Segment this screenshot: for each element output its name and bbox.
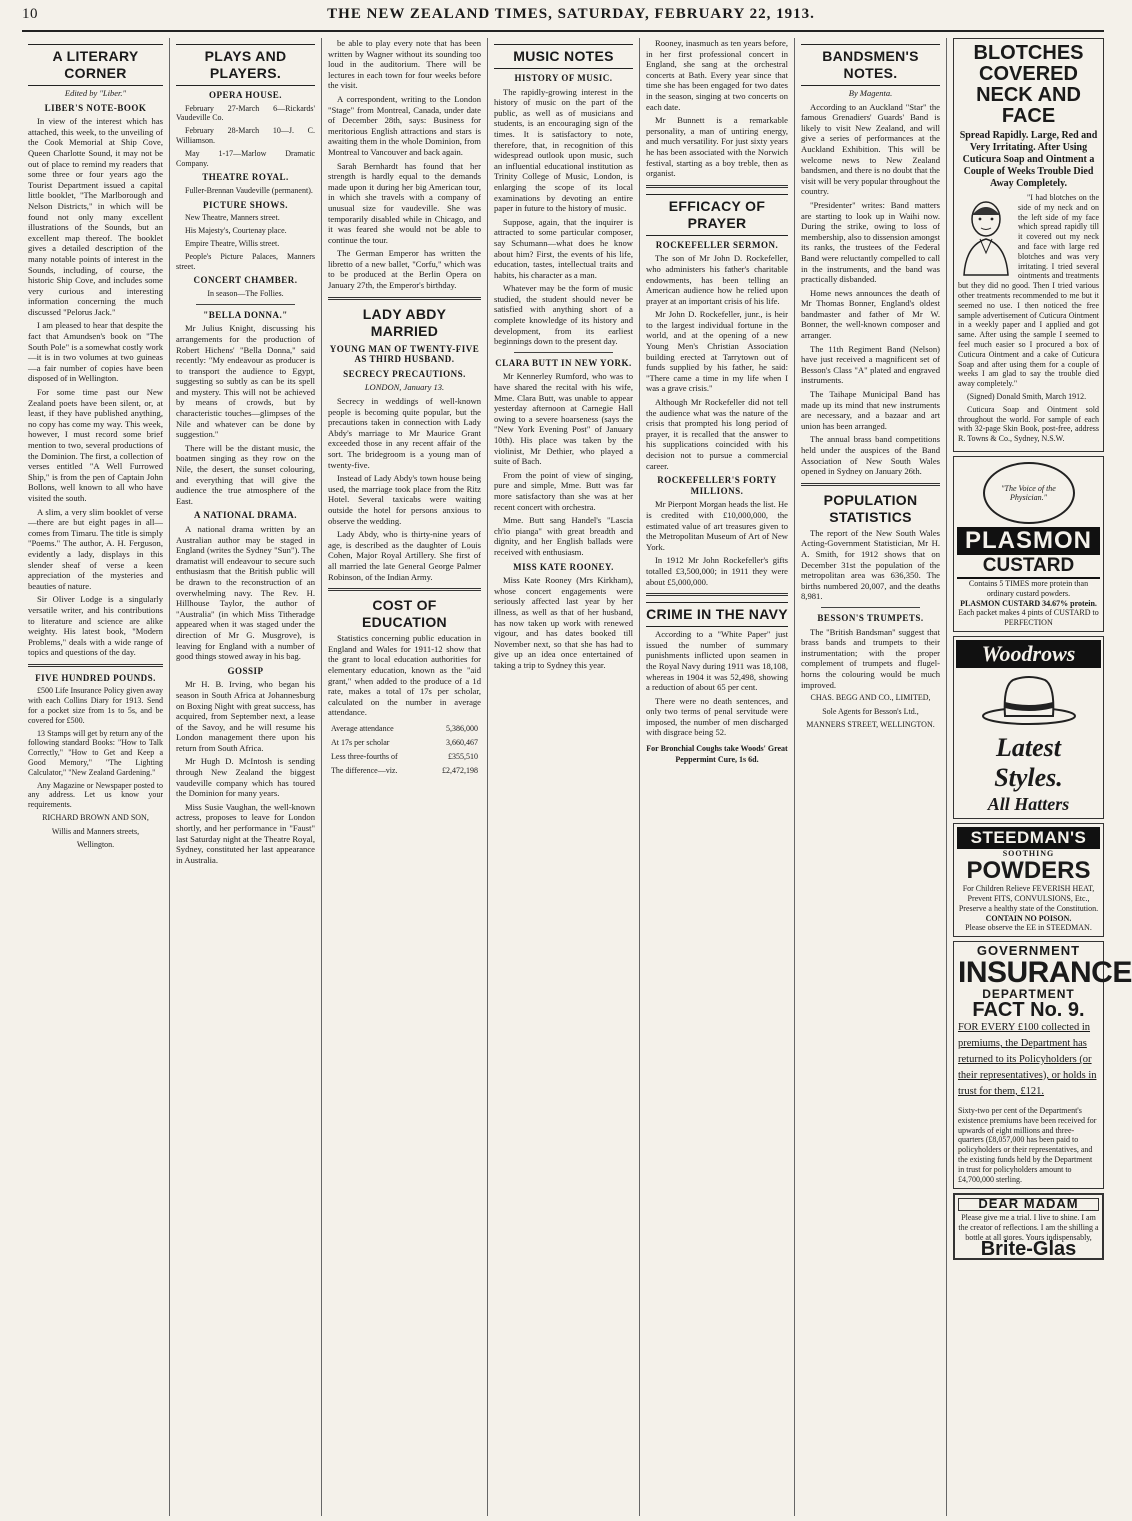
article-paragraph: Miss Susie Vaughan, the well-known actress, proposes to leave for London shortly, and her performance in "Faust" last Saturday night at the Theatre Royal, Sydney, constituted her last appearance in Australia. <box>176 801 315 865</box>
divider <box>821 607 920 608</box>
advert-paragraph: 13 Stamps will get by return any of the following standard Books: "How to Talk Correctly," "How to Get and Keep a Good Memory," "The Lighting Calculator," "New Zealand Gardening." <box>28 728 163 777</box>
blotches-signed: (Signed) Donald Smith, March 1912. <box>967 391 1087 401</box>
column-music-notes <box>488 38 640 1516</box>
article-paragraph: In view of the interest which has attached, this week, to the unveiling of the Cook Memorial at Ship Cove, Queen Charlotte Sound, it may not be out of place to remind my readers that some three or four years ago the Tourist Department issued a capital little booklet, "The Marlborough and Nelson Districts," in which will be found not only many excellent illustrations of the Sounds, but an excellent map thereof. The booklet gives a detailed description of the many notable points of interest in the Sounds, including, of course, the historic Ship Cove, and includes some very curious and interesting information concerning the much discussed "Pelorus Jack." <box>28 116 163 317</box>
table-cell: 5,386,000 <box>446 723 478 733</box>
article-paragraph: Mr Pierpont Morgan heads the list. He is credited with £10,000,000, the estimated value of art treasures given to the Metropolitan Museum of Art of New York. <box>646 499 788 552</box>
article-paragraph: Mme. Butt sang Handel's "Lascia ch'io pianga" with great breadth and dignity, and her English ballads were received with enthusiasm. <box>494 515 633 557</box>
column-plays-and-players <box>170 38 322 1516</box>
listing-line: In season—The Follies. <box>207 288 284 298</box>
insurance-body <box>958 1020 1099 1100</box>
article-paragraph: A slim, a very slim booklet of verse—there are but eight pages in all—comes from Timaru. The title is simply "Poems." The author, A. H. Ferguson, evidently a lady, displays in this slender sheaf of verse a keen appreciation of the mysteries and beauties of nature. <box>28 506 163 591</box>
steedman-advert <box>953 823 1104 938</box>
dear-madam-heading: DEAR MADAM <box>958 1198 1099 1211</box>
article-paragraph: From the point of view of singing, pure and simple, Mme. Butt was far more satisfactory than she was at her recent concert with orchestra. <box>494 469 633 512</box>
article-paragraph: The Taihape Municipal Band has made up its mind that new instruments are necessary, and a bazaar and art union has been arranged. <box>801 389 940 431</box>
besson-signature: MANNERS STREET, WELLINGTON. <box>806 720 935 730</box>
efficacy-of-prayer-heading: EFFICACY OF PRAYER <box>646 194 788 236</box>
forty-millions-heading: ROCKEFELLER'S FORTY MILLIONS. <box>657 475 777 496</box>
woodrows-all-hatters: All Hatters <box>987 793 1070 814</box>
divider <box>328 588 481 591</box>
advert-signature-city: Wellington. <box>76 840 115 850</box>
article-paragraph: Instead of Lady Abdy's town house being used, the marriage took place from the Ritz Hotel. Several taxicabs were waiting outside the hotel for persons anxious to observe the wedding. <box>328 473 481 526</box>
steedman-soothing: SOOTHING <box>1002 848 1055 858</box>
article-paragraph: The rapidly-growing interest in the history of music on the part of the public, as well as of musicians and students, is an encouraging sign of the times. It is satisfactory to note, therefore, that, in recognition of this widespread outlook upon music, such an influential educational institution as Trinity College of Music, London, is enlarging the scope of its local examinations by devoting an entire paper in future to the history of music. <box>494 86 633 214</box>
masthead <box>22 6 1104 32</box>
table-cell: At 17s per scholar <box>331 737 390 747</box>
listing-line: Empire Theatre, Willis street. <box>185 238 280 248</box>
table-cell: The difference—viz. <box>331 765 398 775</box>
dateline: LONDON, January 13. <box>364 382 445 393</box>
steedman-no-poison: CONTAIN NO POISON. <box>985 913 1072 923</box>
opera-house-heading: OPERA HOUSE. <box>208 90 282 100</box>
article-paragraph: For some time past our New Zealand poets have been silent, or, at least, if they have published anything, no copy has come my way. This week, however, I must record some brief mention to two, several productions of the Dominion. The first, a collection of verses entitled "A Well Furrowed Ship," is from the pen of Captain John Bollons, well known to all who have visited the south. <box>28 387 163 503</box>
blotches-lead: Spread Rapidly. Large, Red and Very Irritating. After Using Cuticura Soap and Ointment a Couple of Weeks Trouble Died Away Completely. <box>959 130 1098 189</box>
blotches-tail: Cuticura Soap and Ointment sold throughout the world. For sample of each with 32-page Skin Book, post-free, address R. Towns & Co., Sydney, N.S.W. <box>958 404 1099 444</box>
plasmon-strength: Each packet makes 4 pints of CUSTARD to PERFECTION <box>958 608 1099 628</box>
article-paragraph: Rooney, inasmuch as ten years before, in her first professional concert in England, she sang at the orchestral concerts at Bath. Every year since that time she has been engaged for two dates in the season, singing at two concerts on each date. <box>646 38 788 112</box>
insurance-body-2: Sixty-two per cent of the Department's existence premiums have been received for upwards of eight millions and three-quarters (£8,057,000 has been paid to policyholders or their representatives, and the existing funds held by the Department in trust for policyholders amount to £4,700,000 sterling. <box>958 1106 1097 1184</box>
article-paragraph: Mr Kennerley Rumford, who was to have shared the recital with his wife, Mme. Clara Butt, was unable to appear yesterday afternoon at Carnegie Hall owing to a severe hoarseness (says the "New York Evening Post" of January 10th). His place was taken by the violinist, Mr Dethier, who played a suite of Bach. <box>494 371 633 467</box>
column-three <box>322 38 488 1516</box>
besson-signature: Sole Agents for Besson's Ltd., <box>822 706 919 716</box>
bandsmen-byline: By Magenta. <box>848 88 893 98</box>
column-five <box>640 38 795 1516</box>
gossip-heading: GOSSIP <box>227 665 264 676</box>
blotches-title: BLOTCHES COVERED NECK AND FACE <box>973 42 1084 127</box>
article-paragraph: Sarah Bernhardt has found that her strength is hardly equal to the demands made upon it during her big American tour, in which she travels with a company of unusual size for vaudeville. She was temporarily disabled while in Chicago, and it was feared she would not be able to continue the tour. <box>328 160 481 245</box>
cost-of-education-heading: COST OF EDUCATION <box>362 597 447 631</box>
listing-line: Fuller-Brennan Vaudeville (permanent). <box>185 185 313 195</box>
article-paragraph: A national drama written by an Australian author may be staged in England (writes the Sydney "Sun"). The dramatist will endeavour to secure such enthusiasm that the British public will be drawn to the reconstruction of an overwhelming navy. The Rev. H. Hillhouse Taylor, the author of "Australia" (in which Miss Titheradge appeared when it was staged under the direction of Mr G. Musgrove), is leaving for England with a number of good things stowed away in his bag. <box>176 524 315 662</box>
divider <box>196 304 295 305</box>
article-paragraph: Mr H. B. Irving, who began his season in South Africa at Johannesburg on Boxing Night with great success, has acquired, from September next, a lease of the Savoy, and he will resume his London management there upon his return from South Africa. <box>176 679 315 753</box>
plasmon-advert <box>953 456 1104 632</box>
divider <box>328 297 481 300</box>
article-paragraph: be able to play every note that has been written by Wagner without its sounding too loud in the auditorium. There will be lectures in each town for four weeks before the visit. <box>328 38 481 91</box>
clara-butt-heading: CLARA BUTT IN NEW YORK. <box>495 357 632 368</box>
physician-badge: "The Voice of the Physician." <box>983 462 1075 524</box>
rockefeller-sermon-subheading: ROCKEFELLER SERMON. <box>655 239 779 250</box>
hat-icon <box>979 672 1079 726</box>
table-cell: 3,660,467 <box>446 737 478 747</box>
article-paragraph: According to an Auckland "Star" the famous Grenadiers' Guards' Band is likely to visit New Zealand, and will give a series of performances at the Auckland Exhibition. This will be welcome news to New Zealand bandsmen, and there is no doubt that the visit will be very popular throughout the country. <box>801 101 940 197</box>
woodrows-name: Woodrows <box>956 640 1101 668</box>
crime-in-navy-heading: CRIME IN THE NAVY <box>646 602 788 627</box>
table-cell: £355,510 <box>448 751 478 761</box>
article-paragraph: The German Emperor has written the libretto of a new ballet, "Corfu," which was to be produced at the Berlin Opera on January 27th, the Emperor's birthday. <box>328 248 481 291</box>
national-drama-heading: A NATIONAL DRAMA. <box>193 510 298 521</box>
article-paragraph: The 11th Regiment Band (Nelson) have just received a magnificent set of Besson's Class "A" plated and engraved instruments. <box>801 343 940 386</box>
peppermint-cure-notice: For Bronchial Coughs take Woods' Great Peppermint Cure, 1s 6d. <box>646 744 788 764</box>
column-bandsmen <box>795 38 947 1516</box>
brite-glas-advert <box>953 1193 1104 1260</box>
article-paragraph: There will be the distant music, the boatmen singing as they row on the Nile, the desert, the sunset colouring, and everything that will give the audience the true atmosphere of the East. <box>176 442 315 506</box>
article-paragraph: According to a "White Paper" just issued the number of summary punishments inflicted upon seamen in the Royal Navy during 1911 was 18,108, whereas in 1904 it was 52,498, showing a reduction of about 65 per cent. <box>646 629 788 693</box>
article-paragraph: In 1912 Mr John Rockefeller's gifts totalled £3,500,000; in 1911 they were about £5,000,000. <box>646 555 788 587</box>
besson-signature: CHAS. BEGG AND CO., LIMITED, <box>810 693 931 703</box>
divider <box>28 664 163 667</box>
lady-abdy-heading: LADY ABDY MARRIED <box>362 305 447 339</box>
article-paragraph: Statistics concerning public education in England and Wales for 1911-12 show that the grant to local education authorities for elementary education, known as the "aid grant," when added to the produce of a 1d rate, makes a total of 17s per scholar, calculated on the number in average attendance. <box>328 633 481 718</box>
bandsmen-heading: BANDSMEN'S NOTES. <box>801 44 940 86</box>
insurance-department: DEPARTMENT <box>982 986 1075 1001</box>
insurance-government: GOVERNMENT <box>976 943 1081 959</box>
article-paragraph: Mr Hugh D. McIntosh is sending through New Zealand the biggest vaudeville company which has toured the Dominion for many years. <box>176 756 315 799</box>
article-paragraph: The report of the New South Wales Acting-Government Statistician, Mr H. A. Smith, for 1912 shows that on December 31st the population of the metropolitan area was 636,350. The births numbered 20,007, and the deaths 8,981. <box>801 527 940 602</box>
steedman-relieve: For Children Relieve FEVERISH HEAT, Prevent FITS, CONVULSIONS, Etc., Preserve a healthy state of the Constitution. <box>958 884 1099 913</box>
listing-line: People's Picture Palaces, Manners street. <box>176 251 315 271</box>
article-paragraph: A correspondent, writing to the London "Stage" from Montreal, Canada, under date of December 28th, says: Business for meritorious English attractions and stars is awaiting them in the whole Dominion, from Montreal to Vancouver and back again. <box>328 93 481 157</box>
article-paragraph: The son of Mr John D. Rockefeller, who administers his father's charitable endowments, has been telling an American audience how he relied upon prayer at an important crisis of his life. <box>646 253 788 306</box>
table-cell: Average attendance <box>331 723 394 733</box>
article-paragraph: Mr Julius Knight, discussing his arrangements for the production of Robert Hichens' "Bella Donna," said recently: "My endeavour as producer is to transport the audience to Egypt, suggesting so subtly as can be its spell and mystery. This will not be achieved by means of crowds, but by characteristic touches—glimpses of the Nile and whatever can be done by suggestion." <box>176 323 315 440</box>
lady-abdy-subheading-2: SECRECY PRECAUTIONS. <box>343 368 466 379</box>
article-paragraph: There were no death sentences, and only two terms of penal servitude were imposed, the number of men discharged with disgrace being 52. <box>646 695 788 738</box>
article-paragraph: Miss Kate Rooney (Mrs Kirkham), whose concert engagements were seriously affected last year by her illness, as well as that of her husband, has now taken up work with renewed vigour, and has dates booked till November next, so that she has had to give up an idea once entertained of taking a trip to Sydney this year. <box>494 575 633 670</box>
kate-rooney-heading: MISS KATE ROONEY. <box>513 561 614 572</box>
music-notes-heading: MUSIC NOTES <box>494 44 633 69</box>
literary-byline: Edited by "Liber." <box>64 88 127 98</box>
masthead-title: THE NEW ZEALAND TIMES, SATURDAY, FEBRUARY 22, 1913. <box>327 6 815 22</box>
table-row <box>330 723 479 735</box>
listing-line: February 28-March 10—J. C. Williamson. <box>176 126 315 145</box>
insurance-fact: FACT No. 9. <box>972 999 1085 1022</box>
woodrows-styles: Styles. <box>994 762 1063 792</box>
page-number: 10 <box>22 6 38 22</box>
article-paragraph: The "British Bandsman" suggest that brass bands and trumpets to their instrumentation; with the proper complement of trumpets and flugel-horns the colouring would be much improved. <box>801 626 940 690</box>
table-row <box>330 751 479 763</box>
besson-trumpets-heading: BESSON'S TRUMPETS. <box>817 612 924 623</box>
literary-corner-heading: A LITERARY CORNER <box>28 44 163 86</box>
article-paragraph: Secrecy in weddings of well-known people is becoming quite popular, but the precautions taken in connection with Lady Abdy's marriage to Mr Maurice Grant exceeded those in any recent affair of the sort. The bridegroom is a young man of twenty-five. <box>328 396 481 470</box>
advert-signature-name: RICHARD BROWN AND SON, <box>42 813 149 823</box>
table-cell: £2,472,198 <box>442 765 478 775</box>
column-advertisements <box>947 38 1132 1516</box>
article-paragraph: Home news announces the death of Mr Thomas Bonner, England's oldest bandmaster and father of Mr W. Bonner, the well-known composer and arranger. <box>801 287 940 341</box>
theatre-royal-heading: THEATRE ROYAL. <box>202 172 289 183</box>
insurance-body-1: FOR EVERY £100 collected in premiums, the Department has returned to its Policyholders (or their representatives), or holds in trust for them, £121. <box>958 1022 1097 1098</box>
advert-paragraph: Any Magazine or Newspaper posted to any address. Let us know your requirements. <box>28 780 163 810</box>
woodrows-latest: Latest <box>996 732 1061 762</box>
steedman-powders: POWDERS <box>966 857 1091 885</box>
article-paragraph: Mr Bunnett is a remarkable personality, a man of untiring energy, and much versatility. For just sixty years he has been associated with the Norwich festival, starting as a boy treble, then as organist. <box>646 115 788 179</box>
article-paragraph: Lady Abdy, who is thirty-nine years of age, is described as the daughter of Louis Cohen, Major Royal Artillery. She first of all married the late General George Palmer Robinson, of the Indian Army. <box>328 529 481 582</box>
article-paragraph: Sir Oliver Lodge is a singularly versatile writer, and his contributions to literature and science are alike weighty. His latest book, "Modern Problems," deals with a wide range of topics and questions of the day. <box>28 594 163 658</box>
five-hundred-heading: FIVE HUNDRED POUNDS. <box>35 672 156 683</box>
blotches-testimonial: "I had blotches on the side of my neck and on the left side of my face which spread rapidly till it covered out my neck and face with large red blotches and was very irritating. I tried several ointments and treatments but they did no good. Then I tried various other treatments recommended to me but it seemed no use. I then noticed the free sample advertisement of Cuticura Ointment in a weekly paper and I applied and got same. After using the sample I seemed to feel much easier so I procured a box of Cuticura Ointment and a cake of Cuticura Soap and after using them for a couple of weeks I am glad to say the trouble died away completely." <box>958 193 1099 389</box>
portrait-illustration <box>958 195 1014 275</box>
table-row <box>330 737 479 749</box>
steedman-note: Please observe the EE in STEEDMAN. <box>965 923 1092 933</box>
history-of-music-subheading: HISTORY OF MUSIC. <box>514 73 613 83</box>
population-statistics-heading: POPULATION STATISTICS <box>823 491 918 525</box>
plasmon-custard: CUSTARD <box>957 555 1100 579</box>
woodrows-advert <box>953 636 1104 819</box>
article-paragraph: Whatever may be the form of music studied, the student should never be satisfied with anything short of a complete knowledge of its history and development, from its earliest beginnings down to the present day. <box>494 283 633 347</box>
divider <box>514 352 613 353</box>
concert-chamber-heading: CONCERT CHAMBER. <box>193 275 298 286</box>
listing-line: February 27-March 6—Rickards' Vaudeville Co. <box>176 103 315 123</box>
insurance-title: INSURANCE <box>958 955 1132 989</box>
lady-abdy-subheading: YOUNG MAN OF TWENTY-FIVE AS THIRD HUSBAND. <box>329 343 480 365</box>
brite-glas-brand: Brite-Glas <box>980 1238 1077 1261</box>
listing-line: May 1-17—Marlow Dramatic Company. <box>176 148 315 168</box>
article-paragraph: Although Mr Rockefeller did not tell the audience what was the nature of the crisis that prompted his long period of prayer, it is recalled that the answer to his supplications coincided with his decision not to pursue a commercial career. <box>646 397 788 471</box>
dear-madam-body: Please give me a trial. I live to shine. I am the creator of reflections. I am the shilling a bottle at all stores. Yours indispensably, <box>958 1213 1099 1242</box>
article-paragraph: The annual brass band competitions held under the auspices of the Band Association of New South Wales opened in Sydney on January 26th. <box>801 434 940 477</box>
plasmon-name: PLASMON <box>957 527 1100 555</box>
plasmon-price: PLASMON CUSTARD 34.67% protein. <box>960 598 1097 608</box>
picture-shows-heading: PICTURE SHOWS. <box>202 199 289 210</box>
divider <box>646 593 788 596</box>
article-paragraph: I am pleased to hear that despite the fact that Amundsen's book on "The South Pole" is a somewhat costly work—it is in two volumes at two guineas—a fair number of copies have been disposed of in Wellington. <box>28 320 163 384</box>
bella-donna-heading: "BELLA DONNA." <box>203 309 288 320</box>
government-insurance-advert <box>953 941 1132 1189</box>
steedman-name: STEEDMAN'S <box>957 827 1100 849</box>
article-paragraph: Mr John D. Rockefeller, junr., is heir to the largest individual fortune in the world, and at the opening of a new Young Men's Christian Association building erected at Tarrytown out of funds supplied by his father, he said: "There came a time in my life when I was a grave crisis." <box>646 309 788 394</box>
listing-line: New Theatre, Manners street. <box>185 213 280 223</box>
advert-signature-address: Willis and Manners streets, <box>51 826 140 836</box>
advert-paragraph: £500 Life Insurance Policy given away with each Collins Diary for 1913. Send for a pocket size from 1s to 5s, and be covered for £500. <box>28 686 163 725</box>
plays-heading: PLAYS AND PLAYERS. <box>176 44 315 86</box>
education-table <box>328 721 481 779</box>
column-literary-corner <box>22 38 170 1516</box>
plasmon-line: Contains 5 TIMES more protein than ordinary custard powders. <box>968 578 1089 598</box>
divider <box>801 483 940 486</box>
table-cell: Less three-fourths of <box>331 751 398 761</box>
cuticura-advert <box>953 38 1104 452</box>
article-paragraph: "Presidenter" writes: Band matters are starting to look up in Waihi now. During the strike, owing to loss of membership, also to dissension amongst its ranks, the trustees of the Federal Band were reluctantly compelled to call in the instruments, and the band was practically disbanded. <box>801 199 940 285</box>
article-paragraph: Suppose, again, that the inquirer is attracted to some particular composer, say Schumann—what does he know about him? First, the events of his life, education, tastes, intellectual traits and habits, his character as a man. <box>494 216 633 280</box>
notebook-subheading: LIBER'S NOTE-BOOK <box>44 102 147 113</box>
listing-line: His Majesty's, Courtenay place. <box>185 226 287 236</box>
table-row <box>330 765 479 777</box>
divider <box>646 185 788 188</box>
